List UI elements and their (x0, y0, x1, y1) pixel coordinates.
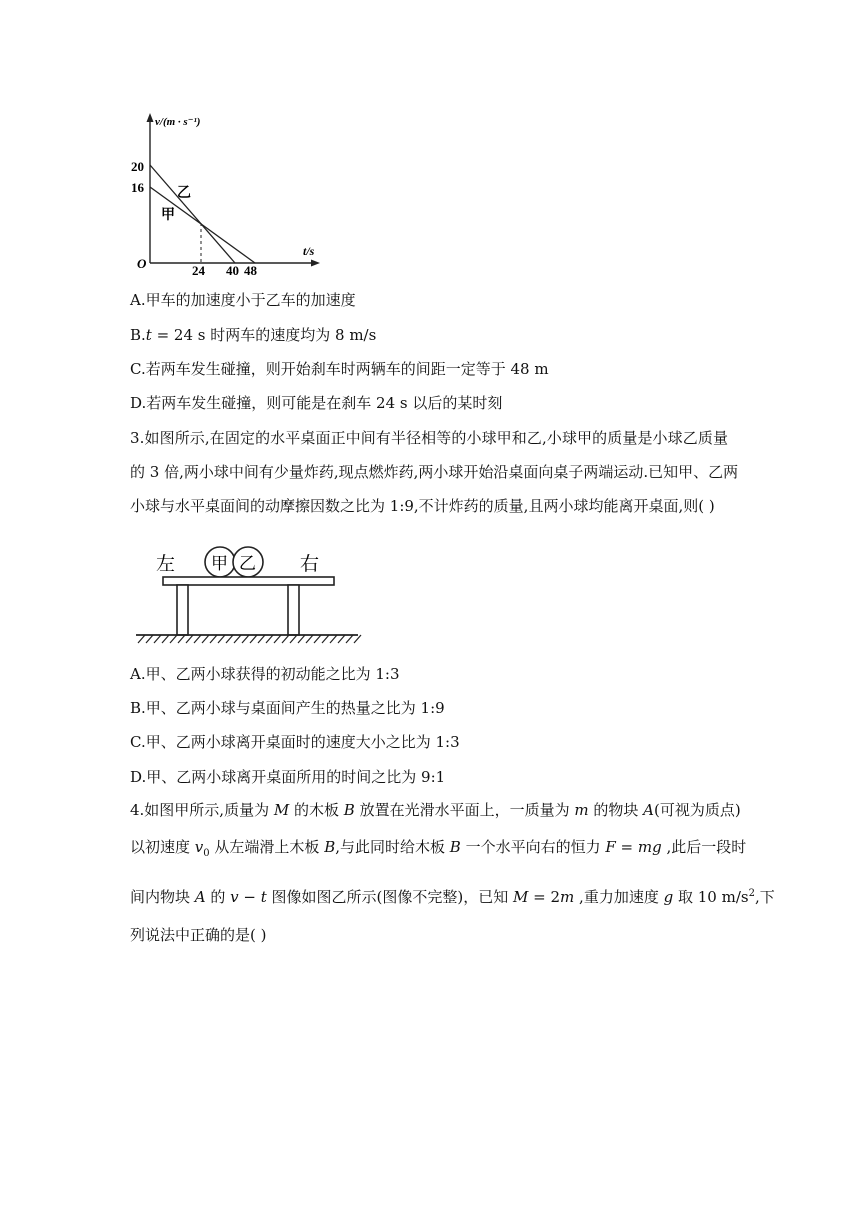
ground-hatch-mark (178, 635, 185, 643)
q2-option-c: C.若两车发生碰撞，则开始刹车时两辆车的间距一定等于 48 m (130, 360, 549, 378)
q3-stem-line2: 的 3 倍,两小球中间有少量炸药,现点燃炸药,两小球开始沿桌面向桌子两端运动.已知甲、乙两 (130, 463, 739, 481)
q4-var-F: F (605, 838, 616, 856)
table-leg-right (288, 585, 299, 635)
ground-hatch-mark (338, 635, 345, 643)
q4-stem-line3 (130, 884, 775, 907)
q3-stem-line1: 3.如图所示,在固定的水平桌面正中间有半径相等的小球甲和乙,小球甲的质量是小球乙质量 (130, 429, 729, 447)
q4-text: = 2 (528, 888, 561, 906)
ground-hatch-mark (194, 635, 201, 643)
ground-hatch-mark (210, 635, 217, 643)
label-right: 右 (300, 554, 320, 575)
ground-hatch-mark (218, 635, 225, 643)
ground-hatch-mark (298, 635, 305, 643)
q4-text: 以初速度 (130, 838, 195, 856)
label-left: 左 (156, 554, 176, 575)
q4-text: ,与此同时给木板 (335, 838, 450, 856)
ground-hatch-mark (330, 635, 337, 643)
q2-option-d: D.若两车发生碰撞，则可能是在刹车 24 s 以后的某时刻 (130, 394, 503, 412)
q2-option-b-var: t (145, 326, 152, 344)
y-tick-16: 16 (131, 180, 144, 195)
ground-hatch-mark (282, 635, 289, 643)
x-axis-label: t/s (303, 244, 315, 258)
ball-jia-label: 甲 (211, 554, 228, 573)
q2-option-b-rest: = 24 s 时两车的速度均为 8 m/s (151, 326, 377, 344)
ground-hatch-mark (154, 635, 161, 643)
x-tick-48: 48 (244, 263, 257, 278)
q3-option-c: C.甲、乙两小球离开桌面时的速度大小之比为 1:3 (130, 733, 460, 751)
ground-hatch-mark (274, 635, 281, 643)
ground-hatch-mark (162, 635, 169, 643)
ground-hatching (138, 635, 361, 643)
q4-var-B: B (449, 838, 461, 856)
origin-label: O (137, 256, 147, 271)
q4-var-m: m (574, 801, 589, 819)
q4-text: 图像如图乙所示(图像不完整)，已知 (266, 888, 514, 906)
q4-text: (可视为质点) (653, 801, 741, 819)
table-top (163, 577, 334, 585)
q4-var-mg: mg (637, 838, 662, 856)
q4-var-B: B (324, 838, 336, 856)
label-yi: 乙 (177, 186, 191, 201)
q4-var-M: M (513, 888, 529, 906)
q2-option-a: A.甲车的加速度小于乙车的加速度 (130, 291, 356, 309)
ground-hatch-mark (266, 635, 273, 643)
q4-var-m: m (560, 888, 575, 906)
q4-sub-0: 0 (203, 848, 210, 859)
q4-text: ,此后一段时 (661, 838, 747, 856)
q4-text: ,下 (754, 888, 775, 906)
q2-option-b (130, 325, 376, 345)
q4-sup-2: 2 (748, 888, 755, 899)
ground-hatch-mark (186, 635, 193, 643)
q4-stem-line4: 列说法中正确的是( ) (130, 926, 267, 944)
q4-text: 一个水平向右的恒力 (460, 838, 606, 856)
ground-hatch-mark (234, 635, 241, 643)
ground-hatch-mark (242, 635, 249, 643)
q4-text: 的物块 (588, 801, 644, 819)
q4-text: 4.如图甲所示,质量为 (130, 801, 274, 819)
y-axis-label: v/(m · s⁻¹) (155, 116, 201, 128)
q4-var-g: g (663, 888, 674, 906)
ground-hatch-mark (258, 635, 265, 643)
q3-option-a: A.甲、乙两小球获得的初动能之比为 1:3 (130, 665, 400, 683)
table-balls-figure (130, 540, 370, 648)
q4-text: 放置在光滑水平面上，一质量为 (354, 801, 575, 819)
ground-hatch-mark (250, 635, 257, 643)
q4-text: = (615, 838, 638, 856)
vt-graph-figure (125, 105, 335, 280)
ground-hatch-mark (138, 635, 145, 643)
y-axis-arrow (147, 113, 154, 122)
ground-hatch-mark (170, 635, 177, 643)
ground-hatch-mark (322, 635, 329, 643)
q4-text: ,重力加速度 (574, 888, 664, 906)
ground-hatch-mark (226, 635, 233, 643)
q3-stem-line3: 小球与水平桌面间的动摩擦因数之比为 1:9,不计炸药的质量,且两小球均能离开桌面,则( ) (130, 497, 715, 515)
q4-text: 的 (205, 888, 231, 906)
ground-hatch-mark (346, 635, 353, 643)
q4-text: 从左端滑上木板 (209, 838, 325, 856)
q4-var-vt: v − t (230, 888, 267, 906)
q4-var-v: v (194, 838, 204, 856)
ball-yi-label: 乙 (239, 554, 256, 573)
q2-option-b-prefix: B. (130, 326, 146, 344)
y-tick-20: 20 (131, 159, 144, 174)
q4-text: 取 10 m/s (673, 888, 749, 906)
ground-hatch-mark (146, 635, 153, 643)
line-jia (150, 187, 255, 263)
q4-text: 间内物块 (130, 888, 195, 906)
x-axis-arrow (311, 260, 320, 267)
q3-option-b: B.甲、乙两小球与桌面间产生的热量之比为 1:9 (130, 699, 445, 717)
ground-hatch-mark (202, 635, 209, 643)
x-tick-40: 40 (226, 263, 239, 278)
q4-stem-line1 (130, 800, 741, 820)
q3-option-d: D.甲、乙两小球离开桌面所用的时间之比为 9:1 (130, 768, 446, 786)
ground-hatch-mark (354, 635, 361, 643)
q4-var-A: A (194, 888, 206, 906)
q4-var-A: A (643, 801, 654, 819)
q4-text: 的木板 (289, 801, 344, 819)
label-jia: 甲 (161, 208, 175, 223)
ground-hatch-mark (290, 635, 297, 643)
q4-stem-line2 (130, 837, 746, 864)
x-tick-24: 24 (192, 263, 205, 278)
table-leg-left (177, 585, 188, 635)
ground-hatch-mark (306, 635, 313, 643)
q4-var-M: M (273, 801, 290, 819)
ground-hatch-mark (314, 635, 321, 643)
q4-var-B: B (343, 801, 355, 819)
